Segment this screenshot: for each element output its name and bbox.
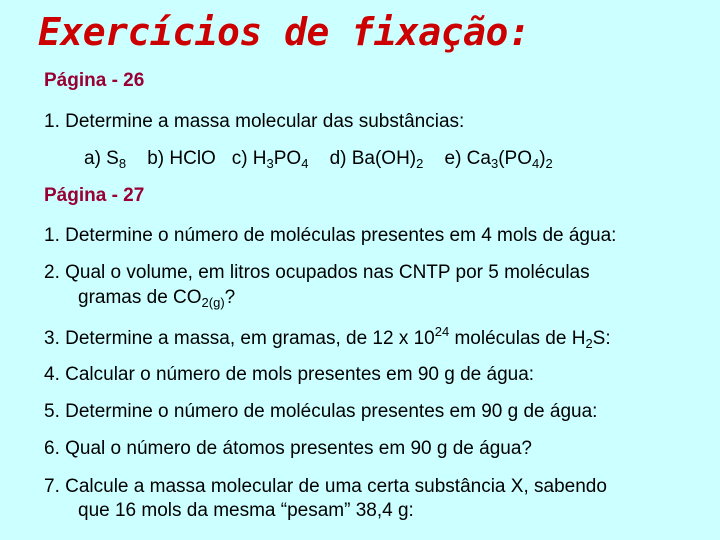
- exercise-27-2-line2: gramas de $CO_{2(g)}$?: [78, 287, 236, 310]
- exercise-26-1: 1. Determine a massa molecular das substâncias:: [44, 111, 465, 132]
- page-27-heading: Página - 27: [44, 185, 145, 206]
- option-d: d) $Ba(OH)_2$: [329, 148, 424, 171]
- exercise-27-3: 3. Determine a massa, em gramas, de 12 x $10^{24}$ moléculas de $H_2S$:: [44, 324, 611, 351]
- option-e: e) $Ca_3(PO_4)_2$: [444, 148, 553, 171]
- option-b: b) HClO: [147, 148, 216, 169]
- option-a: a) $S_8$: [84, 148, 127, 171]
- exercise-27-7-line2: que 16 mols da mesma “pesam” 38,4 g:: [78, 500, 414, 521]
- exercise-27-7-line1: 7. Calcule a massa molecular de uma certa substância X, sabendo: [44, 476, 607, 497]
- exercise-27-5: 5. Determine o número de moléculas presentes em 90 g de água:: [44, 401, 598, 422]
- substances-options: [84, 148, 553, 171]
- exercise-27-4: 4. Calcular o número de mols presentes em 90 g de água:: [44, 364, 535, 385]
- slide-title: Exercícios de fixação:: [38, 10, 531, 54]
- option-c: c) $H_3PO_4$: [231, 148, 309, 171]
- page-26-heading: Página - 26: [44, 70, 145, 91]
- exercise-27-1: 1. Determine o número de moléculas presentes em 4 mols de água:: [44, 225, 617, 246]
- exercise-27-6: 6. Qual o número de átomos presentes em 90 g de água?: [44, 438, 532, 459]
- exercise-27-2-line1: 2. Qual o volume, em litros ocupados nas CNTP por 5 moléculas: [44, 262, 590, 283]
